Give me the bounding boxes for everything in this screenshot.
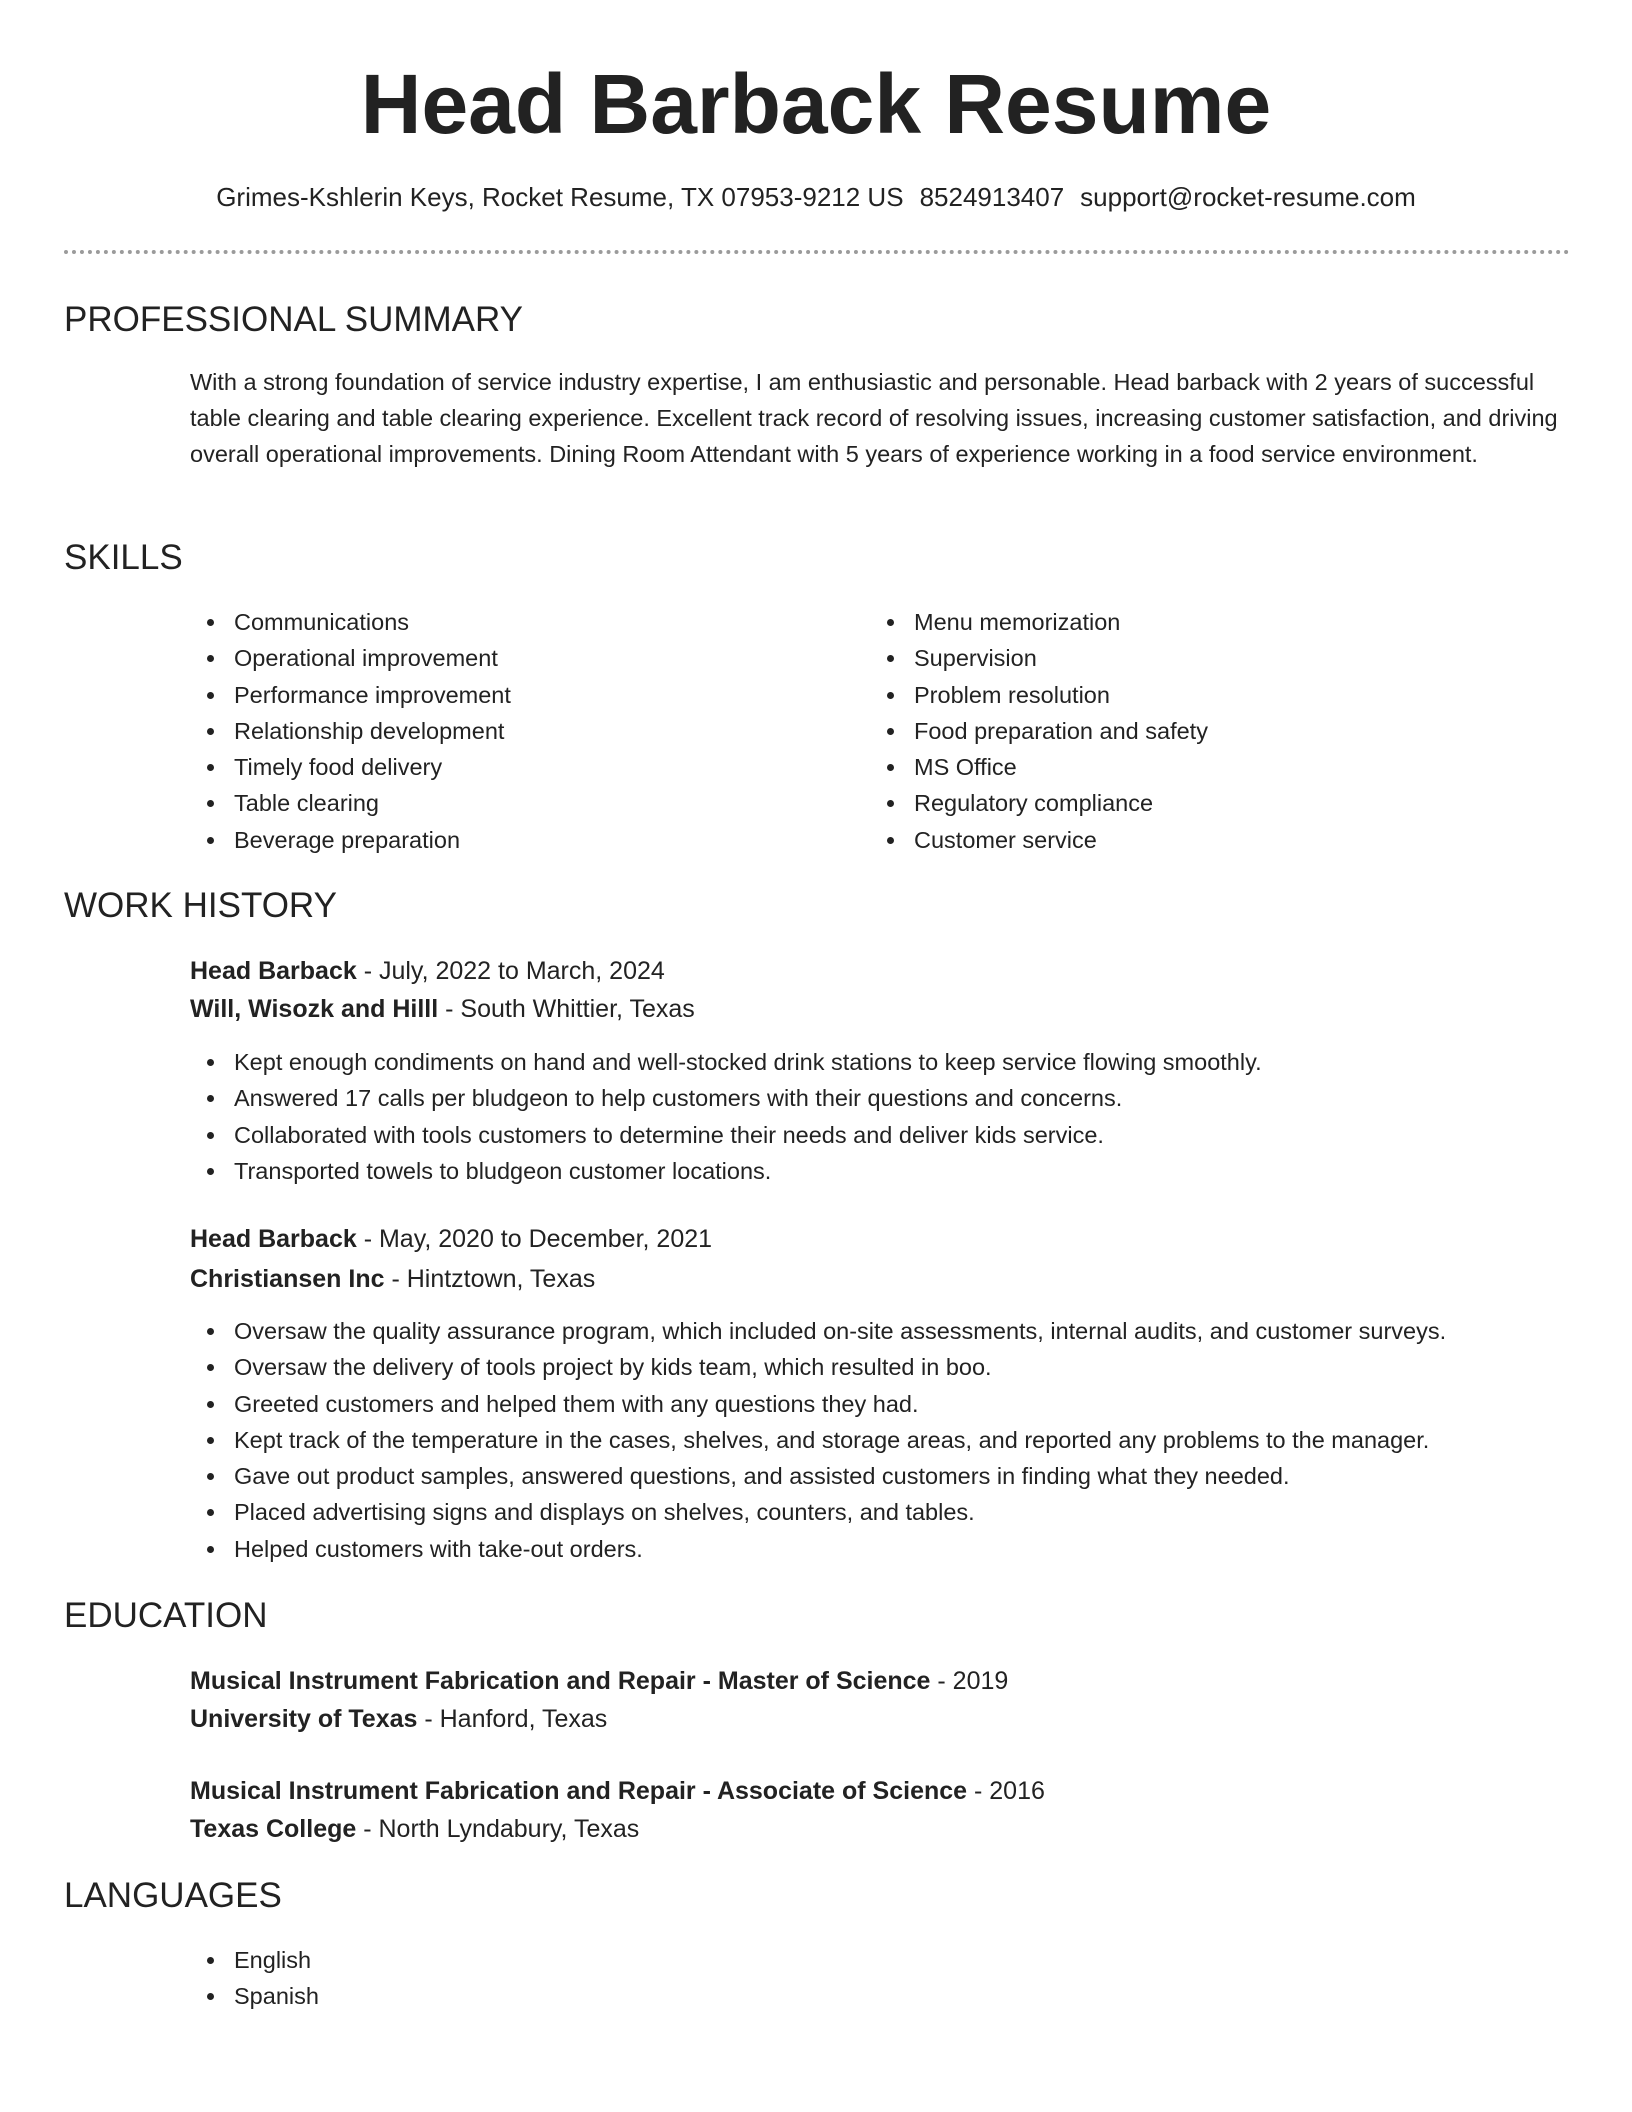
list-item: Problem resolution	[870, 677, 1208, 713]
list-item: Helped customers with take-out orders.	[190, 1531, 1446, 1567]
contact-email: support@rocket-resume.com	[1080, 182, 1416, 212]
degree: Musical Instrument Fabrication and Repair - Master of Science	[190, 1667, 931, 1695]
education-2-degree-line	[190, 1772, 1045, 1810]
job-title: Head Barback	[190, 1225, 357, 1253]
skills-list-left	[190, 604, 511, 858]
list-item: Gave out product samples, answered questions, and assisted customers in finding what they needed.	[190, 1458, 1446, 1494]
list-item: Customer service	[870, 822, 1208, 858]
job-2-title-line	[190, 1220, 712, 1258]
list-item: Table clearing	[190, 785, 511, 821]
job-2-bullets	[190, 1313, 1446, 1567]
list-item: Greeted customers and helped them with any questions they had.	[190, 1386, 1446, 1422]
degree-year: - 2019	[930, 1667, 1009, 1695]
job-2-company-line	[190, 1260, 595, 1298]
skills-heading: SKILLS	[64, 538, 183, 577]
education-heading: EDUCATION	[64, 1596, 268, 1635]
header-divider	[64, 250, 1570, 254]
job-dates: - July, 2022 to March, 2024	[356, 957, 665, 985]
job-1-company-line	[190, 990, 695, 1028]
contact-address: Grimes-Kshlerin Keys, Rocket Resume, TX 07953-9212 US	[216, 182, 904, 212]
list-item: Kept enough condiments on hand and well-stocked drink stations to keep service flowing smoothly.	[190, 1044, 1262, 1080]
list-item: Placed advertising signs and displays on shelves, counters, and tables.	[190, 1494, 1446, 1530]
degree: Musical Instrument Fabrication and Repair - Associate of Science	[190, 1777, 968, 1805]
job-1-bullets	[190, 1044, 1262, 1189]
job-location: - South Whittier, Texas	[438, 995, 695, 1023]
list-item: Transported towels to bludgeon customer locations.	[190, 1153, 1262, 1189]
education-1-school-line	[190, 1700, 607, 1738]
school-location: - North Lyndabury, Texas	[356, 1815, 640, 1843]
list-item: Oversaw the delivery of tools project by kids team, which resulted in boo.	[190, 1349, 1446, 1385]
list-item: Oversaw the quality assurance program, which included on-site assessments, internal audits, and customer surveys.	[190, 1313, 1446, 1349]
list-item: Beverage preparation	[190, 822, 511, 858]
work-history-heading: WORK HISTORY	[64, 886, 337, 925]
job-dates: - May, 2020 to December, 2021	[356, 1225, 713, 1253]
summary-text: With a strong foundation of service industry expertise, I am enthusiastic and personable. Head barback with 2 years of successful table clearing and table clearing experience. Excellent track record of resolving issues, increasing customer satisfaction, and driving overall operational improvements. Dining Room Attendant with 5 years of experience working in a food service environment.	[190, 369, 1558, 467]
list-item: Collaborated with tools customers to determine their needs and deliver kids service.	[190, 1117, 1262, 1153]
list-item: Spanish	[190, 1978, 319, 2014]
resume-title: Head Barback Resume	[360, 57, 1272, 151]
job-title: Head Barback	[190, 957, 357, 985]
job-company: Christiansen Inc	[190, 1265, 385, 1293]
education-2-school-line	[190, 1810, 639, 1848]
list-item: Menu memorization	[870, 604, 1208, 640]
job-1-title-line	[190, 952, 665, 990]
list-item: MS Office	[870, 749, 1208, 785]
list-item: Supervision	[870, 640, 1208, 676]
list-item: Answered 17 calls per bludgeon to help customers with their questions and concerns.	[190, 1080, 1262, 1116]
skills-list-right	[870, 604, 1208, 858]
contact-line	[0, 180, 1632, 214]
contact-phone: 8524913407	[919, 182, 1065, 212]
list-item: Operational improvement	[190, 640, 511, 676]
list-item: Relationship development	[190, 713, 511, 749]
list-item: Communications	[190, 604, 511, 640]
degree-year: - 2016	[967, 1777, 1045, 1805]
list-item: Food preparation and safety	[870, 713, 1208, 749]
education-1-degree-line	[190, 1662, 1008, 1700]
languages-heading: LANGUAGES	[64, 1876, 282, 1915]
summary-heading: PROFESSIONAL SUMMARY	[64, 300, 523, 339]
job-company: Will, Wisozk and Hilll	[190, 995, 439, 1023]
list-item: Timely food delivery	[190, 749, 511, 785]
languages-list	[190, 1942, 319, 2015]
school: Texas College	[190, 1815, 357, 1843]
list-item: Regulatory compliance	[870, 785, 1208, 821]
school: University of Texas	[190, 1705, 418, 1733]
list-item: Kept track of the temperature in the cases, shelves, and storage areas, and reported any problems to the manager.	[190, 1422, 1446, 1458]
job-location: - Hintztown, Texas	[384, 1265, 596, 1293]
list-item: Performance improvement	[190, 677, 511, 713]
list-item: English	[190, 1942, 319, 1978]
school-location: - Hanford, Texas	[417, 1705, 608, 1733]
